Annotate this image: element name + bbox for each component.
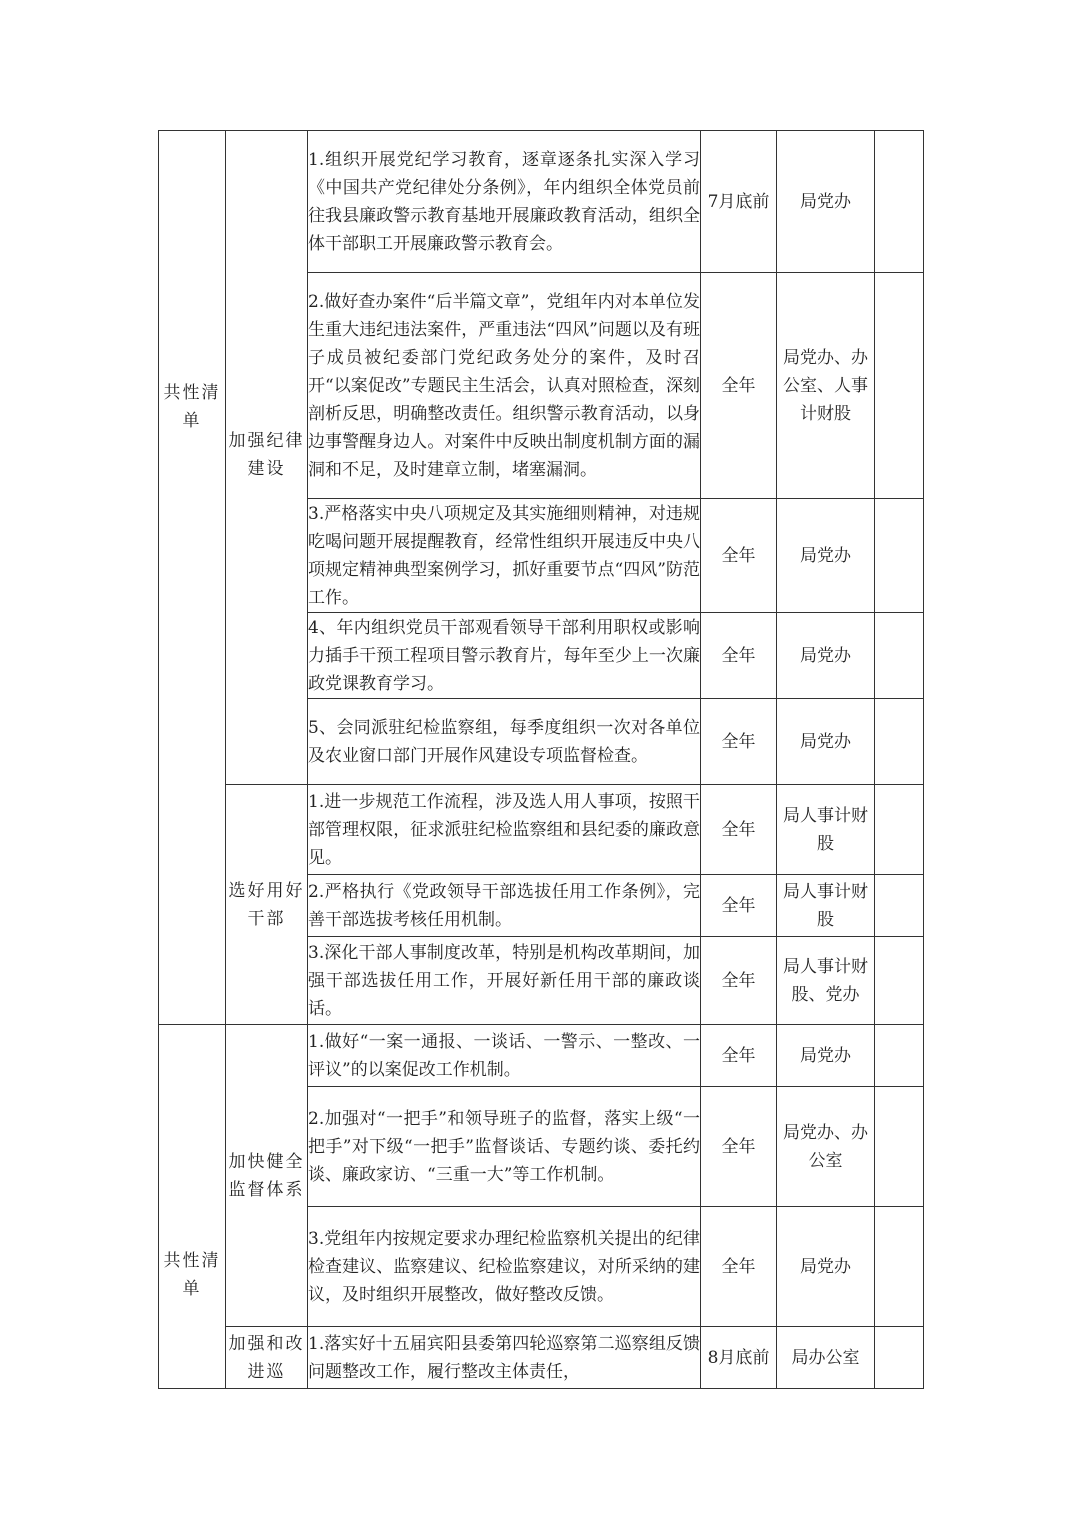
remark-cell xyxy=(875,1087,924,1207)
dept-cell: 局人事计财股 xyxy=(777,785,875,875)
table-row xyxy=(159,131,924,273)
task-cell: 3.严格落实中央八项规定及其实施细则精神，对违规吃喝问题开展提醒教育，经常性组织开展违反中央八项规定精神典型案例学习，抓好重要节点“四风”防范工作。 xyxy=(308,499,701,613)
remark-cell xyxy=(875,131,924,273)
task-table xyxy=(158,130,924,1389)
task-cell: 2.严格执行《党政领导干部选拔任用工作条例》，完善干部选拔考核任用机制。 xyxy=(308,875,701,937)
task-cell: 2.做好查办案件“后半篇文章”，党组年内对本单位发生重大违纪违法案件，严重违法“四风”问题以及有班子成员被纪委部门党纪政务处分的案件，及时召开“以案促改”专题民主生活会，认真对照检查，深刻剖析反思，明确整改责任。组织警示教育活动，以身边事警醒身边人。对案件中反映出制度机制方面的漏洞和不足，及时建章立制，堵塞漏洞。 xyxy=(308,273,701,499)
time-cell: 全年 xyxy=(701,699,777,785)
dept-cell: 局党办 xyxy=(777,699,875,785)
task-cell: 1.落实好十五届宾阳县委第四轮巡察第二巡察组反馈问题整改工作，履行整改主体责任， xyxy=(308,1327,701,1389)
time-cell: 全年 xyxy=(701,1207,777,1327)
task-cell: 1.进一步规范工作流程，涉及选人用人事项，按照干部管理权限，征求派驻纪检监察组和县纪委的廉政意见。 xyxy=(308,785,701,875)
time-cell: 全年 xyxy=(701,937,777,1025)
task-cell: 5、会同派驻纪检监察组，每季度组织一次对各单位及农业窗口部门开展作风建设专项监督检查。 xyxy=(308,699,701,785)
remark-cell xyxy=(875,499,924,613)
task-cell: 3.党组年内按规定要求办理纪检监察机关提出的纪律检查建议、监察建议、纪检监察建议，对所采纳的建议，及时组织开展整改，做好整改反馈。 xyxy=(308,1207,701,1327)
time-cell: 全年 xyxy=(701,785,777,875)
task-cell: 1.做好“一案一通报、一谈话、一警示、一整改、一评议”的以案促改工作机制。 xyxy=(308,1025,701,1087)
time-cell: 全年 xyxy=(701,875,777,937)
time-cell: 全年 xyxy=(701,1025,777,1087)
category-cell: 共性清单 xyxy=(159,1025,226,1389)
time-cell: 全年 xyxy=(701,273,777,499)
subcategory-cell: 加强和改进巡 xyxy=(226,1327,308,1389)
subcategory-cell: 选好用好干部 xyxy=(226,785,308,1025)
category-cell: 共性清单 xyxy=(159,131,226,1025)
dept-cell: 局人事计财股 xyxy=(777,875,875,937)
remark-cell xyxy=(875,875,924,937)
remark-cell xyxy=(875,273,924,499)
time-cell: 7月底前 xyxy=(701,131,777,273)
dept-cell: 局办公室 xyxy=(777,1327,875,1389)
time-cell: 全年 xyxy=(701,499,777,613)
task-cell: 1.组织开展党纪学习教育，逐章逐条扎实深入学习《中国共产党纪律处分条例》，年内组织全体党员前往我县廉政警示教育基地开展廉政教育活动，组织全体干部职工开展廉政警示教育会。 xyxy=(308,131,701,273)
dept-cell: 局党办 xyxy=(777,1025,875,1087)
remark-cell xyxy=(875,937,924,1025)
table-row xyxy=(159,1025,924,1087)
remark-cell xyxy=(875,1025,924,1087)
task-cell: 3.深化干部人事制度改革，特别是机构改革期间，加强干部选拔任用工作，开展好新任用干部的廉政谈话。 xyxy=(308,937,701,1025)
time-cell: 全年 xyxy=(701,613,777,699)
time-cell: 全年 xyxy=(701,1087,777,1207)
table-row xyxy=(159,785,924,875)
dept-cell: 局人事计财股、党办 xyxy=(777,937,875,1025)
dept-cell: 局党办 xyxy=(777,499,875,613)
task-cell: 2.加强对“一把手”和领导班子的监督，落实上级“一把手”对下级“一把手”监督谈话、专题约谈、委托约谈、廉政家访、“三重一大”等工作机制。 xyxy=(308,1087,701,1207)
remark-cell xyxy=(875,1327,924,1389)
remark-cell xyxy=(875,613,924,699)
time-cell: 8月底前 xyxy=(701,1327,777,1389)
dept-cell: 局党办 xyxy=(777,1207,875,1327)
subcategory-cell: 加强纪律建设 xyxy=(226,131,308,785)
task-cell: 4、年内组织党员干部观看领导干部利用职权或影响力插手干预工程项目警示教育片，每年至少上一次廉政党课教育学习。 xyxy=(308,613,701,699)
table-row xyxy=(159,1327,924,1389)
dept-cell: 局党办 xyxy=(777,131,875,273)
dept-cell: 局党办、办公室、人事计财股 xyxy=(777,273,875,499)
remark-cell xyxy=(875,785,924,875)
subcategory-cell: 加快健全监督体系 xyxy=(226,1025,308,1327)
remark-cell xyxy=(875,1207,924,1327)
dept-cell: 局党办、办公室 xyxy=(777,1087,875,1207)
remark-cell xyxy=(875,699,924,785)
dept-cell: 局党办 xyxy=(777,613,875,699)
